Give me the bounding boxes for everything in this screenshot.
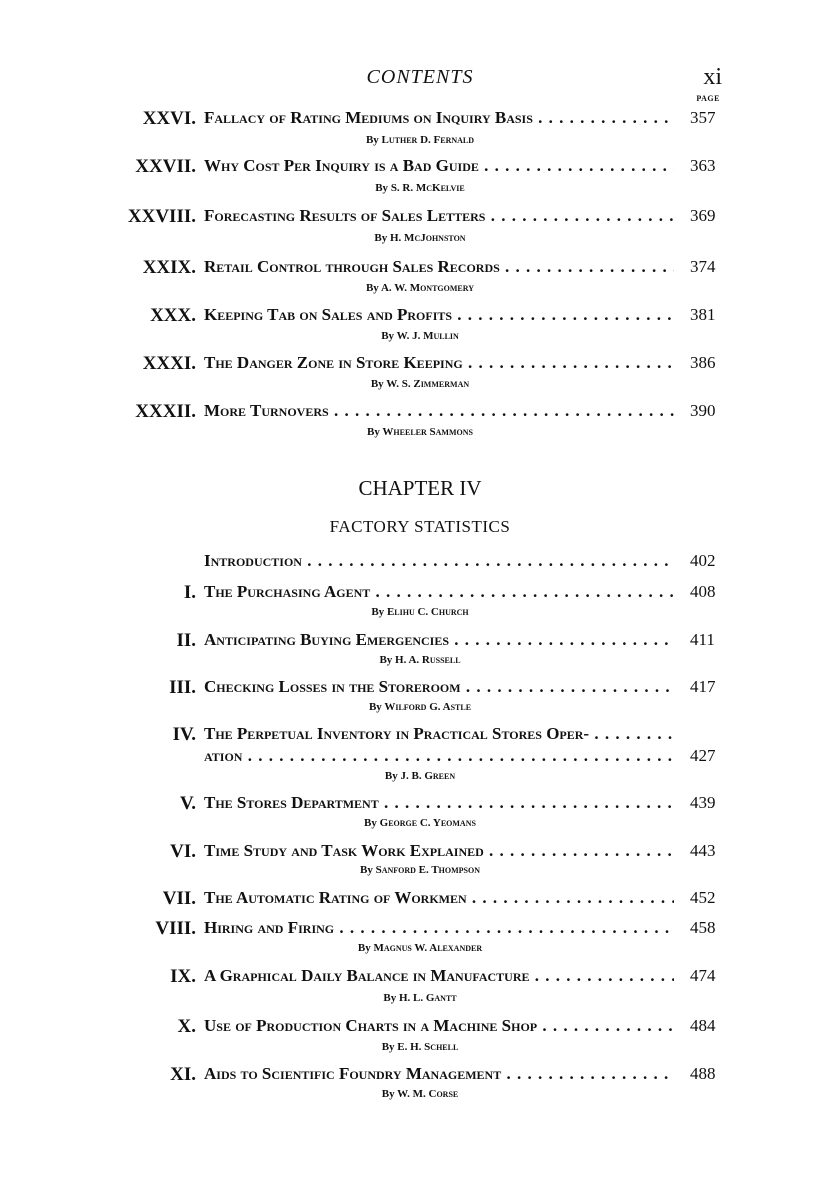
entry-author: By Luther D. Fernald bbox=[365, 134, 475, 146]
entry-number: IX. bbox=[170, 966, 196, 987]
entry-title: The Perpetual Inventory in Practical Stores Oper- . . . bbox=[204, 724, 674, 744]
entry-page: 408 bbox=[690, 582, 716, 601]
entry-title: Checking Losses in the Storeroom . . . bbox=[204, 677, 674, 697]
entry-author: By E. H. Schell bbox=[381, 1041, 459, 1053]
entry-author: By H. McJohnston bbox=[374, 232, 466, 244]
entry-author: By Magnus W. Alexander bbox=[357, 942, 483, 954]
entry-title: A Graphical Daily Balance in Manufacture . . . bbox=[204, 966, 674, 986]
entry-page: 390 bbox=[690, 401, 716, 420]
entry-page: 443 bbox=[690, 841, 716, 860]
entry-number: VI. bbox=[170, 841, 196, 862]
entry-author: By Sanford E. Thompson bbox=[360, 864, 480, 876]
entry-page: 417 bbox=[690, 677, 716, 696]
entry-author: By W. M. Corse bbox=[381, 1088, 459, 1100]
entry-page: 402 bbox=[690, 551, 716, 570]
entry-title: More Turnovers . . . bbox=[204, 401, 674, 421]
entry-number: I. bbox=[183, 582, 196, 603]
entry-page: 474 bbox=[690, 966, 716, 985]
entry-number: VIII. bbox=[155, 918, 196, 939]
entry-page: 439 bbox=[690, 793, 716, 812]
entry-title: Keeping Tab on Sales and Profits . . . bbox=[204, 305, 674, 325]
entry-page: 458 bbox=[690, 918, 716, 937]
entry-title: Hiring and Firing . . . bbox=[204, 918, 674, 938]
entry-page: 363 bbox=[690, 156, 716, 175]
entry-number: III. bbox=[169, 677, 196, 698]
entry-author: By Wheeler Sammons bbox=[367, 426, 473, 438]
entry-title: Why Cost Per Inquiry is a Bad Guide . . . bbox=[204, 156, 674, 176]
running-title: CONTENTS bbox=[366, 66, 474, 88]
entry-title-continued: ation . . . bbox=[204, 746, 674, 766]
entry-page: 427 bbox=[690, 746, 716, 765]
entry-author: By H. L. Gantt bbox=[383, 992, 457, 1004]
entry-page: 488 bbox=[690, 1064, 716, 1083]
entry-number: II. bbox=[176, 630, 196, 651]
entry-number: XXVI. bbox=[142, 108, 196, 129]
entry-title: The Danger Zone in Store Keeping . . . bbox=[204, 353, 674, 373]
entry-title: Use of Production Charts in a Machine Shop . . . bbox=[204, 1016, 674, 1036]
entry-author: By A. W. Montgomery bbox=[365, 282, 475, 294]
entry-number: X. bbox=[177, 1016, 196, 1037]
entry-title: Retail Control through Sales Records . . . bbox=[204, 257, 674, 277]
entry-title: Forecasting Results of Sales Letters . . . bbox=[204, 206, 674, 226]
entry-number: XXVII. bbox=[135, 156, 196, 177]
entry-title: Fallacy of Rating Mediums on Inquiry Basis . . . bbox=[204, 108, 674, 128]
entry-number: XXIX. bbox=[142, 257, 196, 278]
entry-author: By Elihu C. Church bbox=[371, 606, 469, 618]
entry-page: 381 bbox=[690, 305, 716, 324]
entry-number: XI. bbox=[170, 1064, 196, 1085]
entry-author: By George C. Yeomans bbox=[364, 817, 476, 829]
entry-title: Aids to Scientific Foundry Management . . . bbox=[204, 1064, 674, 1084]
entry-page: 357 bbox=[690, 108, 716, 127]
entry-author: By Wilford G. Astle bbox=[368, 701, 472, 713]
entry-author: By W. S. Zimmerman bbox=[370, 378, 470, 390]
entry-author: By W. J. Mullin bbox=[381, 330, 459, 342]
entry-title: The Automatic Rating of Workmen . . . bbox=[204, 888, 674, 908]
running-head bbox=[0, 64, 840, 94]
entry-title: The Stores Department . . . bbox=[204, 793, 674, 813]
page-column-label: PAGE bbox=[696, 94, 720, 103]
entry-page: 369 bbox=[690, 206, 716, 225]
chapter-subheading: FACTORY STATISTICS bbox=[329, 517, 511, 536]
entry-page: 452 bbox=[690, 888, 716, 907]
entry-page: 484 bbox=[690, 1016, 716, 1035]
entry-author: By S. R. McKelvie bbox=[375, 182, 465, 194]
entry-page: 374 bbox=[690, 257, 716, 276]
entry-page: 411 bbox=[690, 630, 715, 649]
entry-author: By J. B. Green bbox=[384, 770, 456, 782]
entry-number: XXXII. bbox=[135, 401, 196, 422]
entry-number: VII. bbox=[162, 888, 196, 909]
entry-number: IV. bbox=[172, 724, 196, 745]
entry-author: By H. A. Russell bbox=[379, 654, 461, 666]
entry-number: XXXI. bbox=[142, 353, 196, 374]
entry-title: The Purchasing Agent . . . bbox=[204, 582, 674, 602]
chapter-heading: CHAPTER IV bbox=[358, 476, 482, 500]
toc-entry bbox=[0, 724, 840, 770]
entry-number: XXVIII. bbox=[127, 206, 196, 227]
entry-number: XXX. bbox=[150, 305, 196, 326]
entry-title: Anticipating Buying Emergencies . . . bbox=[204, 630, 674, 650]
entry-number: V. bbox=[179, 793, 196, 814]
entry-title: Time Study and Task Work Explained . . . bbox=[204, 841, 674, 861]
page-number: xi bbox=[703, 64, 722, 90]
entry-title: Introduction . . . bbox=[204, 551, 674, 571]
entry-page: 386 bbox=[690, 353, 716, 372]
